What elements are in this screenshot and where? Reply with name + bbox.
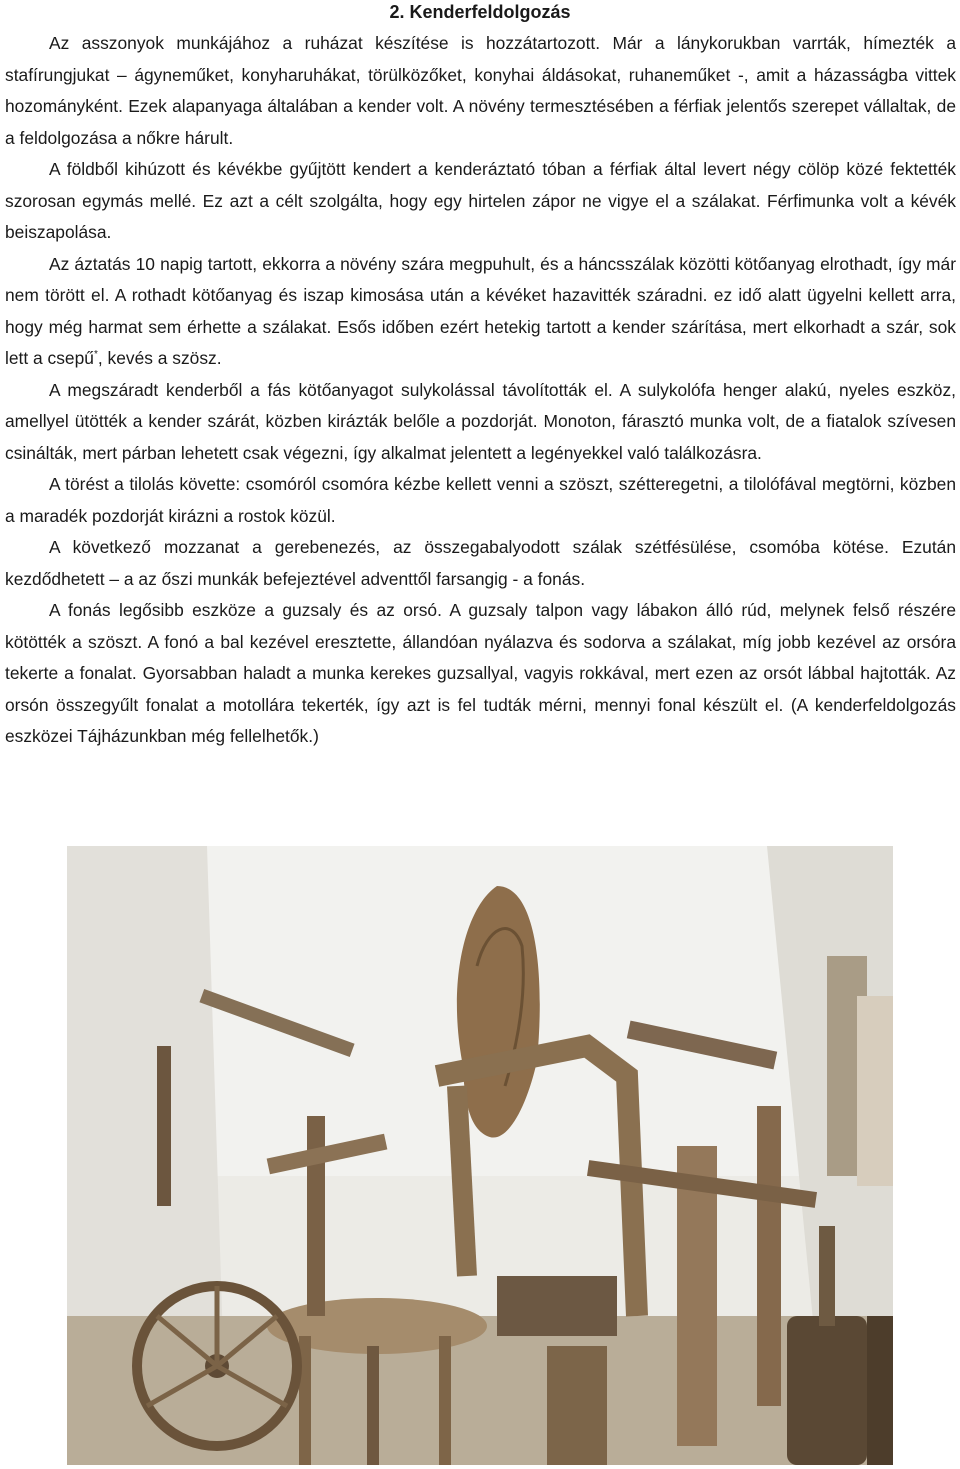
paragraph-3-tail: , kevés a szösz. [97,348,222,368]
footnote-marker: * [93,349,98,361]
paragraph-1: Az asszonyok munkájához a ruházat készítése is hozzátartozott. Már a lánykorukban varrták, hímezték a stafírungjukat – ágyneműket, konyharuhákat, törülközőket, konyhai áldásokat, ruhaneműket -, amit a házasságba vittek hozományként. Ezek alapanyaga általában a kender volt. A növény termesztésében a férfiak jelentős szerepet vállaltak, de a feldolgozása a nőkre hárult. [5,33,956,148]
paragraph-2: A földből kihúzott és kévékbe gyűjtött kendert a kenderáztató tóban a férfiak által levert négy cölöp közé fektették szorosan egymás mellé. Ez azt a célt szolgálta, hogy egy hirtelen zápor ne vigye el a szálakat. Férfimunka volt a kévék beiszapolása. [5,159,956,242]
paragraph-7: A fonás legősibb eszköze a guzsaly és az orsó. A guzsaly talpon vagy lábakon álló rúd, melynek felső részére kötötték a szöszt. A fonó a bal kezével eresztette, állandóan nyálazva és sodorva a szálakat, míg jobb kezével az orsóra tekerte a fonalat. Gyorsabban haladt a munka kerekes guzsallyal, vagyis rokkával, mert ezen az orsót lábbal hajtották. Az orsón összegyűlt fonalat a motollára tekerték, így azt is fel tudták mérni, mennyi fonal készült el. (A kenderfeldolgozás eszközei Tájházunkban még fellelhetők.) [5,600,956,746]
museum-photo [67,846,893,1465]
body-text [5,28,956,753]
paragraph-5: A törést a tilolás követte: csomóról csomóra kézbe kellett venni a szöszt, szétteregetni, a tilolófával megtörni, közben a maradék pozdorját kirázni a rostok közül. [5,474,956,526]
paragraph-6: A következő mozzanat a gerebenezés, az összegabalyodott szálak szétfésülése, csomóba kötése. Ezután kezdődhetett – a az őszi munkák befejeztével adventtől farsangig - a fonás. [5,537,956,589]
paragraph-3 [5,249,956,375]
hemp-tools-illustration [67,846,893,1465]
paragraph-3-text: Az áztatás 10 napig tartott, ekkorra a növény szára megpuhult, és a háncsszálak közötti kötőanyag elrothadt, így már nem törött el. A rothadt kötőanyag és iszap kimosása után a kévéket hazavitték száradni. ez idő alatt ügyelni kellett arra, hogy még harmat sem érhette a szálakat. Esős időben ezért hetekig tartott a kender szárítása, mert elkorhadt a szár, sok lett a csepű [5,253,956,368]
paragraph-4: A megszáradt kenderből a fás kötőanyagot sulykolással távolították el. A sulykolófa henger alakú, nyeles eszköz, amellyel ütötték a kender szárát, közben kirázták belőle a pozdorját. Monoton, fárasztó munka volt, de a fiatalok szívesen csinálták, mert párban lehetett csak végezni, így alkalmat jelentett a legényekkel való találkozásra. [5,379,956,463]
section-heading: 2. Kenderfeldolgozás [389,2,571,22]
